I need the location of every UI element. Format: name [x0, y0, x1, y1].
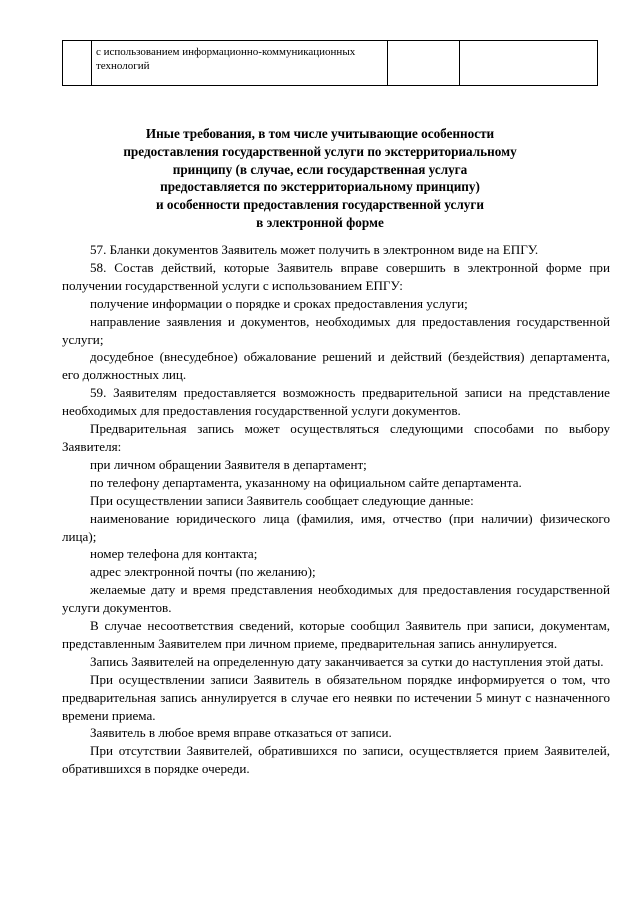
- table-cell-number: [63, 41, 92, 86]
- table-row: [63, 41, 598, 86]
- paragraph: При отсутствии Заявителей, обратившихся по записи, осуществляется прием Заявителей, обратившихся в порядке очереди.: [62, 743, 610, 777]
- list-item: получение информации о порядке и сроках предоставления услуги;: [90, 295, 468, 311]
- list-item: номер телефона для контакта;: [90, 546, 258, 562]
- section-title-line: и особенности предоставления государственной услуги: [156, 197, 484, 213]
- paragraph: Предварительная запись может осуществляться следующими способами по выбору Заявителя:: [62, 421, 610, 454]
- list-item: досудебное (внесудебное) обжалование решений и действий (бездействия) департамента, его должностных лиц.: [62, 349, 610, 383]
- paragraph-59: 59. Заявителям предоставляется возможность предварительной записи на представление необходимых для предоставления государственной услуги документов.: [62, 385, 610, 419]
- section-title-line: предоставляется по экстерриториальному принципу): [160, 179, 480, 195]
- document-table: [62, 40, 598, 86]
- paragraph: При осуществлении записи Заявитель сообщает следующие данные:: [90, 492, 474, 508]
- list-item: желаемые дату и время представления необходимых для предоставления государственной услуги документов.: [62, 582, 610, 616]
- paragraph-57: 57. Бланки документов Заявитель может получить в электронном виде на ЕПГУ.: [90, 242, 539, 257]
- document-body: [62, 241, 610, 778]
- list-item: по телефону департамента, указанному на официальном сайте департамента.: [90, 474, 522, 490]
- paragraph: В случае несоответствия сведений, которые сообщил Заявитель при записи, документам, представленным Заявителем при личном приеме, предварительная запись аннулируется.: [62, 618, 610, 651]
- list-item: адрес электронной почты (по желанию);: [90, 564, 316, 580]
- section-title-line: принципу (в случае, если государственная услуга: [172, 161, 468, 177]
- table-cell-description: с использованием информационно-коммуникационных технологий: [92, 41, 388, 86]
- section-title-line: в электронной форме: [256, 214, 384, 230]
- paragraph: Запись Заявителей на определенную дату заканчивается за сутки до наступления этой даты.: [90, 653, 604, 669]
- list-item: при личном обращении Заявителя в департамент;: [90, 456, 367, 472]
- section-title: [90, 125, 550, 232]
- table-cell-value-1: [388, 41, 460, 86]
- paragraph-58: 58. Состав действий, которые Заявитель вправе совершить в электронной форме при получении государственной услуги с использованием ЕПГУ:: [62, 259, 610, 293]
- list-item: направление заявления и документов, необходимых для предоставления государственной услуги;: [62, 313, 610, 347]
- table-cell-value-2: [460, 41, 598, 86]
- paragraph: Заявитель в любое время вправе отказаться от записи.: [90, 725, 392, 741]
- section-title-line: предоставления государственной услуги по экстерриториальному: [123, 143, 517, 159]
- list-item: наименование юридического лица (фамилия, имя, отчество (при наличии) физического лица);: [62, 510, 610, 544]
- section-title-line: Иные требования, в том числе учитывающие особенности: [145, 126, 495, 141]
- paragraph: При осуществлении записи Заявитель в обязательном порядке информируется о том, что предварительная запись аннулируется в случае его неявки по истечении 5 минут с назначенного времени приема.: [62, 671, 610, 723]
